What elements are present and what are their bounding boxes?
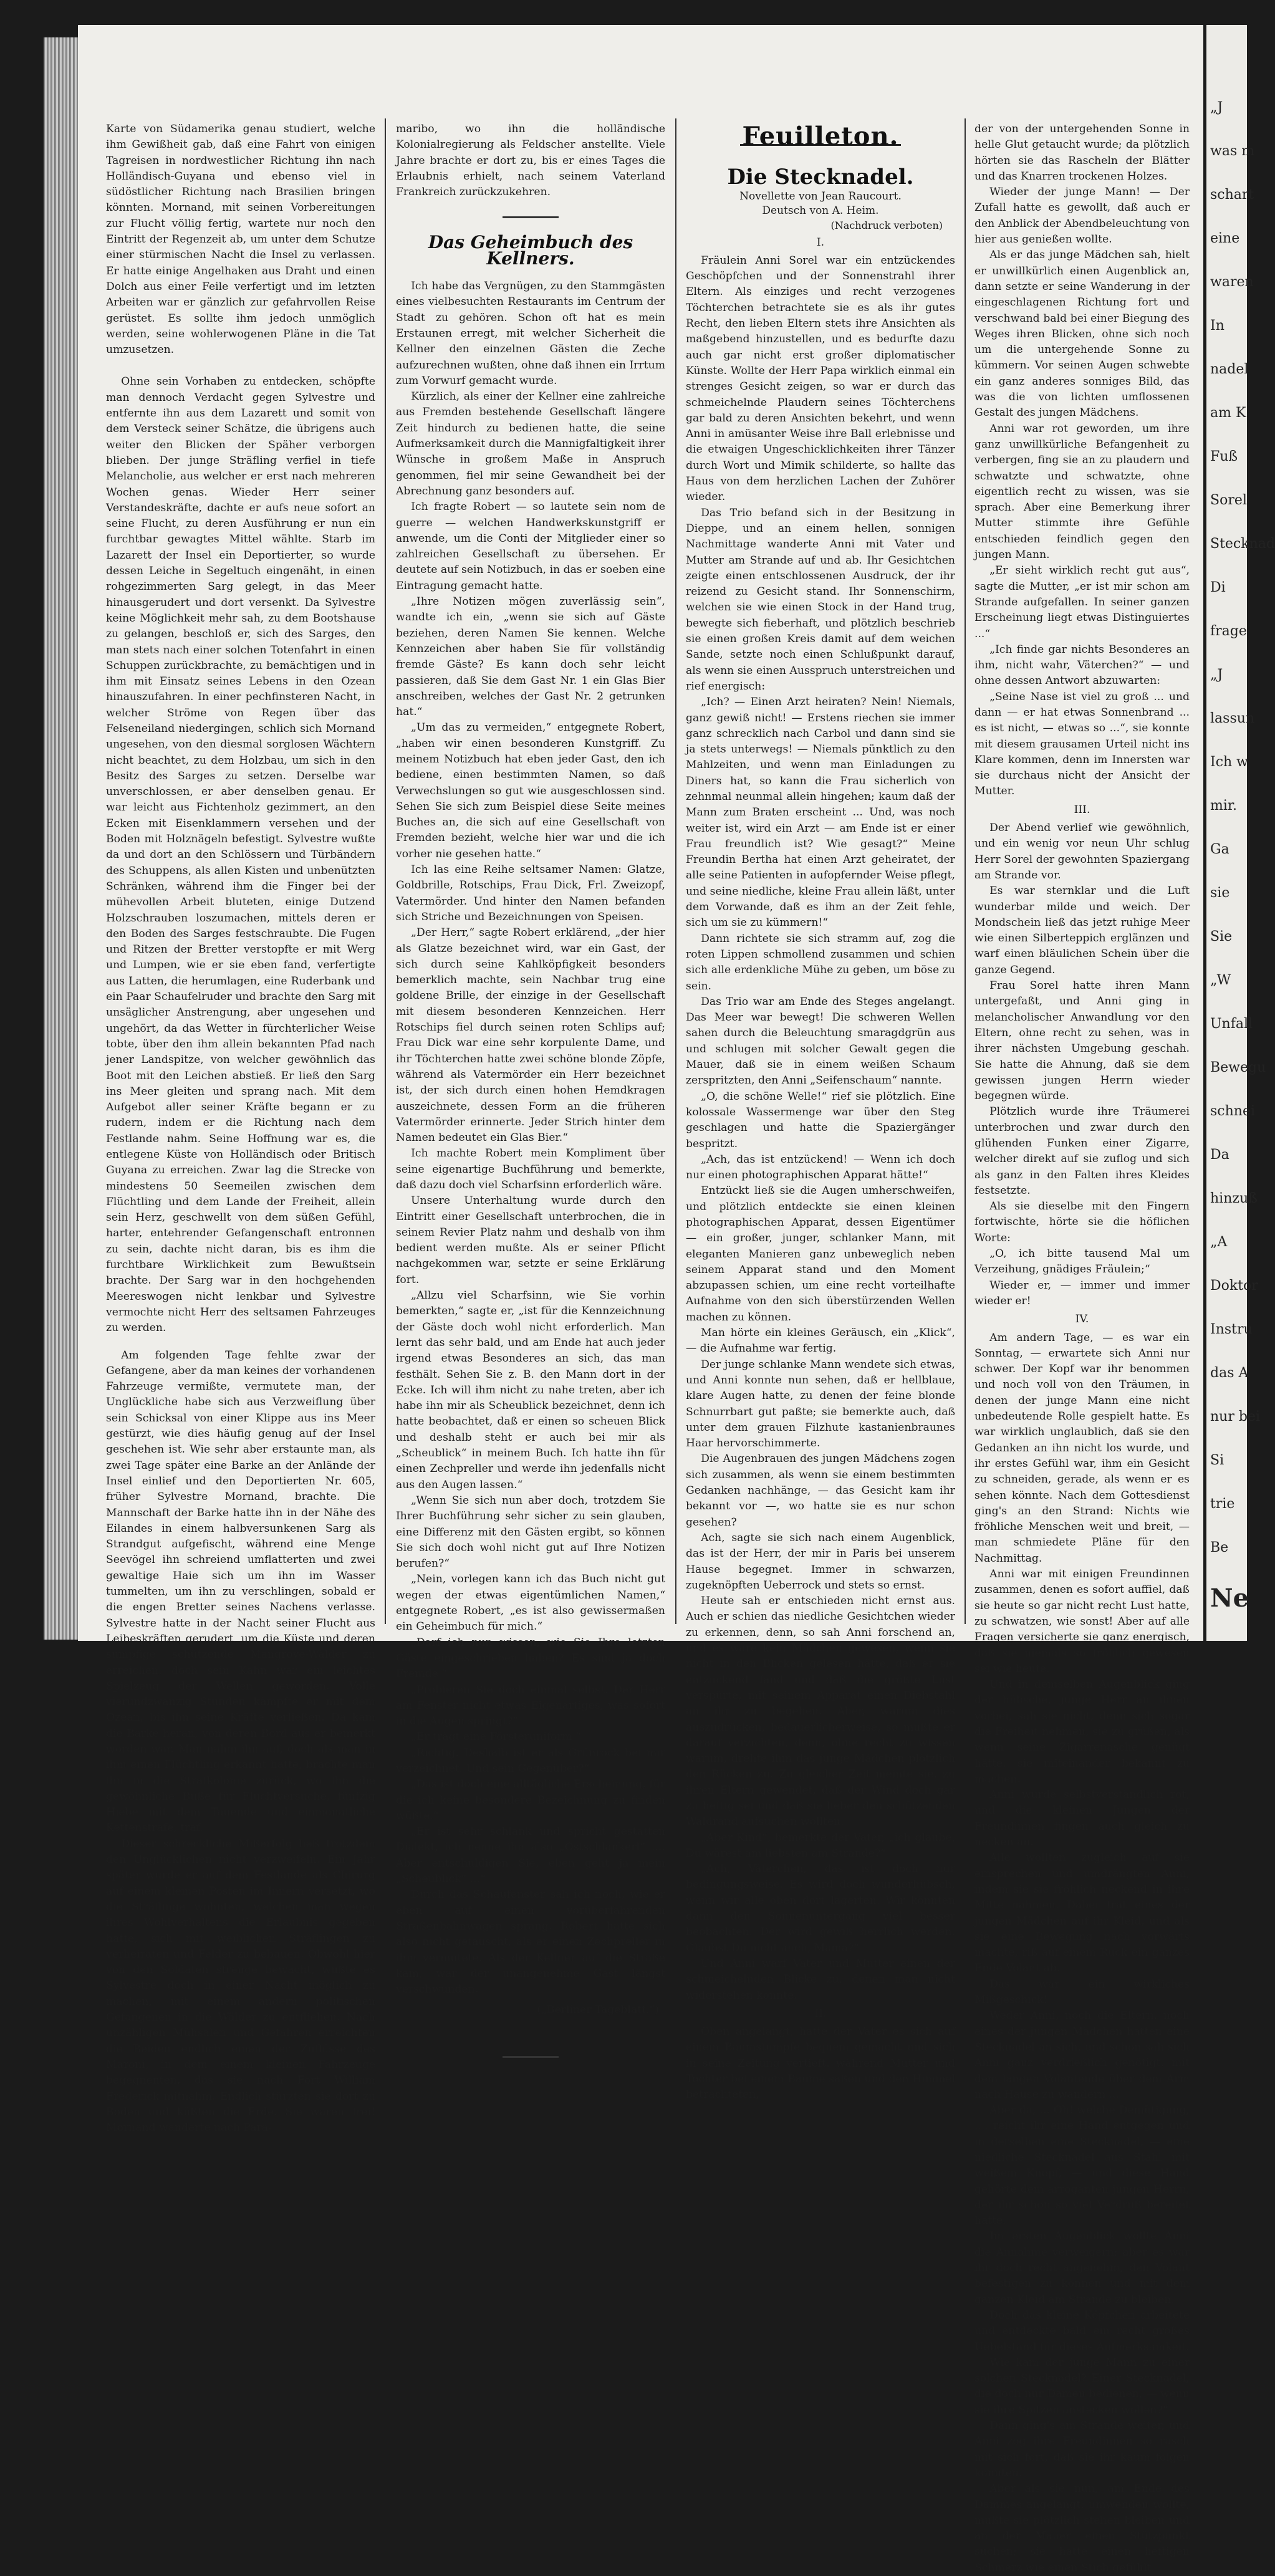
adjacent-page-fragment: hinzuß bbox=[1210, 1191, 1258, 1206]
chapter-number: III. bbox=[1074, 803, 1090, 816]
adjacent-page-fragment: am K bbox=[1210, 405, 1246, 421]
adjacent-page-fragment: „J bbox=[1210, 100, 1223, 115]
col4-paragraph: Und in demselben Augenblick ging der hübsche, junge Herr an ihnen vorbei, sah sie nicht, denn sich sogar die Freiheit nehmen, sie zu grüßen, als wenn seine Zigarrenasche genügt hätte, sie miteinander bekannt zu machen. bbox=[974, 1678, 1190, 1785]
column-rule bbox=[675, 118, 676, 1624]
adjacent-page-fragment: Stecknad bbox=[1210, 536, 1275, 552]
adjacent-page-fragment: Di bbox=[1210, 580, 1226, 595]
adjacent-page-fragment: „J bbox=[1210, 667, 1223, 683]
col1-paragraph: Am folgenden Tage fehlte zwar der Gefangene, aber da man keines der vorhandenen Fahrzeuge vermißte, vermutete man, der Unglückliche habe sich aus Verzweiflung über sein Schicksal von einer Klippe aus ins Meer gestürzt, wie dies häufig genug auf der Insel geschehen ist. Wie sehr aber erstaunte man, als zwei Tage später eine Barke an der Anlände der Insel einlief und den Deportierten Nr. 605, früher Sylvestre Mornand, brachte. Die Mannschaft der Barke hatte ihn in der Nähe des Eilandes in einem halbversunkenen Sarg als Strandgut aufgefischt, während eine Menge Seevögel ihn schreiend umflatterten und zwei gewaltige Haie sich um ihn im Wasser tummelten, um ihn zu verschlingen, sobald er die engen Bretter seines Nachens verlasse. Sylvestre hatte in der Nacht seiner Flucht aus Leibeskräften gerudert, um die Küste und deren sumpfige schützende Mangrove-Wälder zu erreichen, doch sein Kahn war ein leichtes Spielzeug der Wellen geworden. Volle vierundzwanzig Stunden kämpfte er mit dem Ozean, bis ihn seine Kräfte verließen. Da kam die Barke heran, von deren Bord aus er bemerkt worden war. Man nahm ihn auf, doch als man in ihm einen Flüchtling erkannt hatte, brachte man ihn in die Strafkolonie zurück, wo ihn die gewöhnliche Buße für Fluchtversuche, fünfzig Hiebe mit dem Tauende und einmonatliche Kettenstrafe, traf. bbox=[106, 1348, 375, 1835]
col4-paragraph: Der Abend verlief wie gewöhnlich, und ein wenig vor neun Uhr schlug Herr Sorel der gewohnten Spaziergang am Strande vor. bbox=[974, 822, 1190, 882]
col4-paragraph: Weder Anni, noch die Eltern, noch eines der jungen Mädchen hatten eine Stecknadel an sich, und schon sah sich Anni ganz verdrießlich genötigt, mit dem langen Volantende über dem Arm nach Hause zu wandern ... bbox=[974, 2009, 1190, 2101]
chapter-number: II. bbox=[814, 2007, 827, 2020]
col4-paragraph: Plötzlich wurde ihre Träumerei unterbrochen und zwar durch den glühenden Funken einer Zigarre, welcher direkt auf sie zuflog und sich als ganz in den Falten ihres Kleides festsetzte. bbox=[974, 1105, 1190, 1197]
adjacent-page-fragment: Unfall bbox=[1210, 1016, 1253, 1032]
adjacent-page-fragment: das A bbox=[1210, 1365, 1249, 1381]
column-3 bbox=[686, 117, 955, 2102]
col3-paragraph: „Aber Kind“, bemerkte der Vater, „ich glaube, Du wärest am liebsten am Strande?“ bbox=[686, 1831, 955, 1860]
story-title: Die Stecknadel. bbox=[727, 165, 914, 190]
adjacent-page-fragment: „W bbox=[1210, 973, 1231, 988]
adjacent-page-fragment: lassun bbox=[1210, 711, 1255, 726]
adjacent-page-fragment: Ne bbox=[1210, 1584, 1249, 1613]
separator-line bbox=[503, 216, 559, 218]
adjacent-page-fragment: eine bbox=[1210, 231, 1240, 246]
adjacent-page-fragment: nur bei bbox=[1210, 1409, 1260, 1425]
col3-paragraph: Das Trio befand sich in der Besitzung in Dieppe, und an einem hellen, sonnigen Nachmittage wanderte Anni mit Vater und Mutter am Strande auf und ab. Ihr Gesichtchen zeigte einen entschlossenen Ausdruck, der ihr reizend zu Gesicht stand. Ihr Sonnenschirm, welchen sie wie einen Stock in der Hand trug, bewegte sich fieberhaft, und plötzlich beschrieb sie einen großen Kreis damit auf dem weichen Sande, setzte noch einen Schlußpunkt darauf, als wenn sie einen Ausspruch unterstreichen und rief energisch: bbox=[686, 506, 955, 693]
col2-paragraph: Ich habe das Vergnügen, zu den Stammgästen eines vielbesuchten Restaurants im Centrum der Stadt zu gehören. Schon oft hat es mein Erstaunen erregt, mit welcher Sicherheit die Kellner den einzelnen Gästen die Zeche aufzurechnen wußten, ohne daß ihnen ein Irrtum zum Vorwurf gemacht wurde. bbox=[396, 280, 665, 387]
col4-paragraph: „Seine Nase ist viel zu groß ... und dann — er hat etwas Sonnenbrand ... es ist nicht, — etwas so ...“, sie konnte mit diesem grausamen Urteil nicht ins Klare kommen, denn im Innersten war sie durchaus nicht der Ansicht der Mutter. bbox=[974, 690, 1190, 798]
col2-paragraph: „Er trägt eine Försteruniform.“ bbox=[411, 1731, 582, 1744]
adjacent-page-fragment: Ga bbox=[1210, 842, 1229, 857]
col3-paragraph: Man hörte ein kleines Geräusch, ein „Klick“, — die Aufnahme war fertig. bbox=[686, 1327, 955, 1355]
adjacent-page-fragment: In bbox=[1210, 318, 1224, 334]
col2-intro: maribo, wo ihn die holländische Kolonialregierung als Feldscher anstellte. Viele Jahre brachte er dort zu, bis er eines Tages die Erlaubnis erhielt, nach seinem Vaterland Frankreich zurückzukehren. bbox=[396, 123, 665, 199]
col3-paragraph: Die Augenbrauen des jungen Mädchens zogen sich zusammen, als wenn sie einem bestimmten Gedanken nachhänge, — das Gesicht kam ihr bekannt vor —, wo hatte sie es nur schon gesehen? bbox=[686, 1453, 955, 1529]
col2-paragraph: „Der Herr,“ sagte Robert erklärend, „der hier als Glatze bezeichnet wird, war ein Gast, der sich durch seine Kahlköpfigkeit besonders bemerklich machte, sein Nachbar trug eine goldene Brille, der einzige in der Gesellschaft mit diesem besonderen Kennzeichen. Herr Rotschips fiel durch seinen roten Schlips auf; Frau Dick war eine sehr korpulente Dame, und ihr Töchterchen hatte zwei schöne blonde Zöpfe, während als Vatermörder ein Herr bezeichnet ist, der sich durch einen hohen Hemdkragen auszeichnete, dessen Form an die früheren Vatermörder erinnerte. Jeder Strich hinter dem Namen bedeutet ein Glas Bier.“ bbox=[396, 926, 665, 1145]
col2-paragraph: „Richtig. Deshalb ist er als Grünrock bei mir verzeichnet. Und sein Gegenüber?“ bbox=[396, 1746, 665, 1775]
adjacent-page-fragment: schart bbox=[1210, 187, 1254, 203]
col2-paragraph: Ich fragte Robert — so lautete sein nom de guerre — welchen Handwerkskunstgriff er anwende, um die Conti der Mitglieder einer so zahlreichen Gesellschaft zu übersehen. Er deutete auf sein Notizbuch, in das er soeben eine Eintragung gemacht hatte. bbox=[396, 501, 665, 592]
col3-paragraph: Ach, sagte sie sich nach einem Augenblick, das ist der Herr, der mir in Paris bei unserem Hause begegnet. Immer in schwarzen, zugeknöpften Ueberrock und stets so ernst. bbox=[686, 1531, 955, 1592]
column-rule bbox=[385, 118, 386, 1624]
col1-paragraph: Karte von Südamerika genau studiert, welche ihm Gewißheit gab, daß eine Fahrt von einigen Tagreisen in nordwestlicher Richtung ihn nach Holländisch-Guyana und ebenso viel in südöstlicher Richtung nach Brasilien bringen könnten. Mornand, mit seinen Vorbereitungen zur Flucht völlig fertig, wartete nur noch den Eintritt der Regenzeit ab, um unter dem Schutze einer stürmischen Nacht die Insel zu verlassen. Er hatte einige Angelhaken aus Draht und einen Dolch aus einer Feile verfertigt und im letzten Arbeiten war er gänzlich zur gefahrvollen Reise gerüstet. Es sollte ihm jedoch unmöglich werden, seine wohlerwogenen Pläne in die Tat umzusetzen. bbox=[106, 123, 375, 357]
col4-paragraph: Alle wollten zugleich auf sie einsprechen und umdrängten Anni, indem sie sie fröhlich neckend in ihre Mitte nahmen. Dabei trat eines der jungen Mädchen auf ihr Kleid, und als sie eine Bewegung nach vorwärts machte, riß auf einem Ruck ein ganzes Ende Volant ab. bbox=[974, 1852, 1190, 1975]
source-note: („Berliner Tageblatt.“) bbox=[537, 2004, 659, 2017]
adjacent-page-fragment: Fuß bbox=[1210, 449, 1238, 464]
adjacent-page-fragment: „A bbox=[1210, 1234, 1228, 1250]
adjacent-page-fragment: Sorel bbox=[1210, 493, 1247, 508]
col4-paragraph: der von der untergehenden Sonne in helle Glut getaucht wurde; da plötzlich hörten sie das Rascheln der Blätter und das Knarren trockenen Holzes. bbox=[974, 123, 1190, 183]
col3-paragraph: Heute sah er entschieden nicht ernst aus. Auch er schien das niedliche Gesichtchen wieder zu erkennen, denn, so sah Anni forschend an, und es wäre kein Mädchen gewesen, wenn sie nicht in den Blicken gelesen hätte, daß er sie entzückend fand und daß die größte Lust verspürte, mit seinem Apparat einen Diebstahl an ihr zu begehen. Aber, warum dies auszudrücken, bedauerlicherweise, so mußte er darauf verzichten, denn, ohne recht zu wissen warum, drehte ihm das junge Mädchen plötzlich den Rücken zu. Zu gleicher Zeit meinte sie, zu ihren Eltern gewendet, daß der Wind doch gar zu heftig sei und daß sie lieber den schützenden Waldrand aufsuchen wollten. bbox=[686, 1595, 955, 1829]
col4-paragraph: Anni wurde selbstverständlich rot, und die kleinen Jungen der Freundinnen fingen auch gleich zu necken an. bbox=[974, 1789, 1190, 1849]
col4-paragraph: Das war ein wirkliches Mißgeschick! bbox=[974, 1978, 1190, 2007]
col2-paragraph: „Wenn Sie sich nun aber doch, trotzdem Sie Ihrer Buchführung sehr sicher zu sein glauben, eine Differenz mit den Gästen ergibt, so können Sie sich doch wohl nicht gut auf Ihre Notizen berufen?“ bbox=[396, 1494, 665, 1570]
page-stack-edge bbox=[44, 37, 81, 1640]
col4-paragraph: Wie kam der junge Mann zu einer solchen Stecknadel? Einer Stecknadel, die doch nur Damen bedienen, — wenn sie ihre Spitzen anstecken wollen?“ bbox=[974, 2356, 1190, 2416]
col1-paragraph: Ohne sein Vorhaben zu entdecken, schöpfte man dennoch Verdacht gegen Sylvestre und entfernte ihn aus dem Lazarett und somit von dem Versteck seiner Schätze, die übrigens auch weiter den Blicken der Späher verborgen blieben. Der junge Sträfling verfiel in tiefe Melancholie, aus welcher er erst nach mehreren Wochen genas. Wieder Herr seiner Verstandeskräfte, dachte er aufs neue sofort an seine Flucht, zu deren Ausführung er nun ein furchtbar gewagtes Mittel wählte. Starb im Lazarett der Insel ein Deportierter, so wurde dessen Leiche in Segeltuch eingenäht, in einen rohgezimmerten Sarg gelegt, in das Meer hinausgerudert und dort versenkt. Da Sylvestre keine Möglichkeit mehr sah, zu dem Bootshause zu gelangen, beschloß er, sich des Sarges, den man stets nach einer solchen Totenfahrt in einen Schuppen zurückbrachte, zu bemächtigen und in ihm mit Einsatz seines Lebens in den Ozean hinauszufahren. In einer pechfinsteren Nacht, in welcher Ströme von Regen über das Felseneiland niedergingen, schlich sich Mornand ungesehen, von den diesmal sorglosen Wächtern nicht beachtet, zu dem Holzbau, um sich in den Besitz des Sarges zu setzen. Derselbe war unverschlossen, er aber denselben genau. Er war leicht aus Fichtenholz gezimmert, an den Ecken mit Eisenklammern versehen und der Boden mit Holznägeln befestigt. Sylvestre wußte da und dort an den Schlössern und Türbändern des Schuppens, als allen Kisten und unbenützten Schränken, während ihm die Finger bei der mühevollen Arbeit bluteten, einige Dutzend Holzschrauben loszumachen, mittels deren er den Boden des Sarges festschraubte. Die Fugen und Ritzen der Bretter verstopfte er mit Werg und Lumpen, wie er sie eben fand, verfertigte aus Latten, die herumlagen, eine Ruderbank und ein Paar Schaufelruder und brachte den Sarg mit unsäglicher Anstrengung, aber ungesehen und ungehört, da das Wetter in fürchterlicher Weise tobte, über den ihm allein bekannten Pfad nach jener Landspitze, von welcher gewöhnlich das Boot mit den Leichen abstieß. Er ließ den Sarg ins Meer gleiten und sprang nach. Mit dem Aufgebot aller seiner Kräfte begann er zu rudern, indem er die Richtung nach dem Festlande nahm. Seine Hoffnung war es, die entlegene Küste von Holländisch oder Britisch Guyana zu erreichen. Zwar lag die Strecke von mindestens 50 Seemeilen zwischen dem Flüchtling und dem Lande der Freiheit, allein sein Herz, geschwellt von dem süßen Gefühl, harter, entehrender Gefangenschaft entronnen zu sein, dachte nicht daran, bis es ihm die furchtbare Wirklichkeit zum Bewußtsein brachte. Der Sarg war in den hochgehenden Meereswogen nicht lenkbar und Sylvestre vermochte nicht Herr des seltsamen Fahrzeuges zu werden. bbox=[106, 375, 375, 1335]
col2-paragraph: Unsere Unterhaltung wurde durch den Eintritt einer Gesellschaft unterbrochen, die in seinem Revier Platz nahm und deshalb von ihm bedient werden mußte. Als er seiner Pflicht nachgekommen war, setzte er seine Erklärung fort. bbox=[396, 1194, 665, 1286]
article-title: Das Geheimbuch des Kellners. bbox=[428, 232, 633, 269]
adjacent-page-fragment: mir. bbox=[1210, 798, 1237, 814]
col2-paragraph: „Das ist doch eine alltägliche Erscheinung, für die ich keine besondere Bezeichnung zu finden wüßte.“ bbox=[396, 1778, 665, 1822]
col3-paragraph: „Ach, das ist entzückend! — Wenn ich doch nur einen photographischen Apparat hätte!“ bbox=[686, 1153, 955, 1182]
adjacent-page-fragment: waren bbox=[1210, 274, 1254, 290]
adjacent-page-fragment: Instru bbox=[1210, 1322, 1253, 1337]
col2-paragraph: Ich machte Robert mein Kompliment über seine eigenartige Buchführung und bemerkte, daß dazu doch viel Scharfsinn erforderlich wäre. bbox=[396, 1147, 665, 1191]
col3-paragraph: Fräulein Anni Sorel war ein entzückendes Geschöpfchen und der Sonnenstrahl ihrer Eltern. Als einziges und recht verzogenes Töchterchen betrachtete sie es als ihr gutes Recht, den lieben Eltern stets ihre Ansichten als maßgebend hinzustellen, und es bedurfte dazu auch gar nicht erst großer diplomatischer Künste. Wollte der Herr Papa wirklich einmal ein strenges Gesicht zeigen, so war er durch das schmeichelnde Plaudern seines Töchterchens gar bald zu deren Ansichten bekehrt, und wenn Anni in amüsanter Weise ihre Ball erlebnisse und die etwaigen Ungeschicklichkeiten ihrer Tänzer durch Wort und Mimik schilderte, so hallte das Haus von dem herzlichen Lachen der Zuhörer wieder. bbox=[686, 254, 955, 504]
separator-line bbox=[503, 2056, 559, 2058]
column-rule bbox=[965, 118, 966, 1624]
byline: Novellette von Jean Raucourt. bbox=[739, 190, 902, 203]
newspaper-page bbox=[78, 25, 1203, 2574]
col3-paragraph: „Ach, Väterchen, das ist doch nur bedingungsweise. Es wird doch wunderhübsch, wenn wir alle oben dort lagerten. Wir könnten dann den Sonnenuntergang viel besser beobachten. Der wird gewiß herrlich werden. Glaubst Du nicht auch, Mama?“ bbox=[686, 1863, 955, 1954]
adjacent-page-fragment: was m bbox=[1210, 143, 1255, 159]
col2-paragraph: Ich las eine Reihe seltsamer Namen: Glatze, Goldbrille, Rotschips, Frau Dick, Frl. Zweizopf, Vatermörder. Und hinter den Namen befanden sich Striche und Bezeichnungen von Speisen. bbox=[396, 863, 665, 923]
col4-paragraph: Am andern Tage, — es war ein Sonntag, — erwartete sich Anni nur schwer. Der Kopf war ihr benommen und noch voll von den Träumen, in denen der junge Mann eine nicht unbedeutende Rolle gespielt hatte. Es war wirklich unglaublich, daß sie den Gedanken an ihn nicht los wurde, und ihr erstes Gefühl war, ihm ein Gesicht zu schneiden, gerade, als wenn er es sehen könnte. Nach dem Gottesdienst ging's an den Strand: Nichts wie fröhliche Menschen weit und breit, — man schmiedete Pläne für den Nachmittag. bbox=[974, 1331, 1190, 1565]
col2-paragraph: „Nein, vorlegen kann ich das Buch nicht gut wegen der etwas eigentümlichen Namen,“ entgegnete Robert, „es ist also gewissermaßen ein Geheimbuch für mich.“ bbox=[396, 1573, 665, 1633]
section-title: Feuilleton. bbox=[740, 128, 902, 146]
adjacent-page-fragment: Si bbox=[1210, 1453, 1224, 1468]
col3-paragraph: „Ich? — Einen Arzt heiraten? Nein! Niemals, ganz gewiß nicht! — Erstens riechen sie immer ganz schrecklich nach Carbol und dann sind sie ja stets unterwegs! — Niemals pünktlich zu den Mahlzeiten, und wenn man Einladungen zu Diners hat, so kann die Frau sicherlich von zehnmal neunmal allein hingehen; kaum daß der Mann zum Braten erscheint ... Und, was noch weiter ist, wird ein Arzt — am Ende ist er einer Frau freundlich ist? Wie gesagt?“ Meine Freundin Bertha hat einen Arzt geheiratet, der alle seine Patienten in aufopfernder Weise pflegt, und seine niedliche, kleine Frau allein läßt, unter dem Vorwande, daß es ihm an der Zeit fehle, sich um sie zu kümmern!“ bbox=[686, 696, 955, 930]
adjacent-page-fragment: schnei bbox=[1210, 1103, 1256, 1119]
col4-paragraph: Aber da, ... Oh! welche Demütigung, .... reicht ihr eine Hand entgegen und in derselben eine Stecknadel, — eine niedliche Stecknadel aus Stahl mit weißem Knopf, — und diese Hand gehörte dem arroganten jungen Herrn, der ihr schon so viel Verdruß bereitet hatte. bbox=[974, 2104, 1190, 2228]
col4-paragraph: Es war sternklar und die Luft wunderbar milde und weich. Der Mondschein ließ das jetzt ruhige Meer wie einen Silberteppich erglänzen und warf einen bläulichen Schein über die ganze Gegend. bbox=[974, 885, 1190, 976]
col3-paragraph: Dann richtete sie sich stramm auf, zog die roten Lippen schmollend zusammen und schien sich alle erdenkliche Mühe zu geben, um böse zu sein. bbox=[686, 932, 955, 992]
chapter-number: I. bbox=[816, 236, 825, 249]
col4-paragraph: Anni war mit einigen Freundinnen zusammen, denen es sofort auffiel, daß sie heute so gar nicht recht Lust hatte, zu schwatzen, wie sonst! Aber auf alle Fragen versicherte sie ganz energisch, daß sie niemals so fröhlich gewesen sei wie heute. bbox=[974, 1568, 1190, 1675]
col4-paragraph: Anni war rot geworden, um ihre ganz unwillkürliche Befangenheit zu verbergen, fing sie an zu plaudern und schwatzte und schwatzte, ohne eigentlich recht zu wissen, was sie sprach. Aber eine Bemerkung ihrer Mutter stimmte ihre Gefühle entschieden feindlich gegen den jungen Mann. bbox=[974, 422, 1190, 562]
col4-paragraph: „Ich finde gar nichts Besonderes an ihm, nicht wahr, Väterchen?“ — und ohne dessen Antwort abzuwarten: bbox=[974, 643, 1190, 688]
col2-paragraph: „Darf ich nun wissen, wie Sie Ihre letzten Gäste eingeschrieben haben? Es sind ja doch Fremde.“ bbox=[396, 1636, 665, 1681]
adjacent-page-fragment: trie bbox=[1210, 1496, 1235, 1512]
col3-paragraph: Entzückt ließ sie die Augen umherschweifen, und plötzlich entdeckte sie einen kleinen photographischen Apparat, dessen Eigentümer — ein großer, junger, schlanker Mann, mit eleganten Manieren ganz unbeweglich neben seinem Apparat stand und den Moment abzupassen schien, um eine recht vorteilhafte Aufnahme von den sich überstürzenden Wellen machen zu können. bbox=[686, 1185, 955, 1324]
reprint-note: (Nachdruck verboten) bbox=[830, 219, 943, 231]
col4-paragraph: Aber als sie nun, am Ende des Dammes angelangt, umwenden wollte, mußte sie plötzlich stehen bleiben und an der Mauer einen Stützpunkt suchen; sie hatte einen heftigen Schmerz wie einen Stich gefühlt. bbox=[974, 2482, 1190, 2574]
adjacent-page-fragment: Be bbox=[1210, 1540, 1229, 1555]
col2-paragraph: „Er ist sehr schlank und spricht gestatten Dialekt, ich nenne ihn also „Ostschlankerl“ .... Aber entschuldigen Sie, eben geht ja mein „Scheublick“ ...“ bbox=[396, 1825, 665, 1886]
adjacent-page-fragment: nadel bbox=[1210, 362, 1249, 377]
col2-paragraph: Kürzlich, als einer der Kellner eine zahlreiche aus Fremden bestehende Gesellschaft längere Zeit hindurch zu bedienen hatte, die seine Aufmerksamkeit durch die Mannigfaltigkeit ihrer Wünsche in großem Maße in Anspruch genommen, fiel mir seine Gewandheit bei der Abrechnung ganz besonders auf. bbox=[396, 390, 665, 497]
col4-paragraph: Dann ging's am Strande weiter, und Anni zog ihre Freundinnen so rasch mit sich fort, daß sie ihr kaum folgen konnten. bbox=[974, 2420, 1190, 2479]
col2-paragraph: „Ihre Notizen mögen zuverlässig sein“, wandte ich ein, „wenn sie sich auf Gäste beziehen, deren Namen Sie kennen. Welche Kennzeichen aber haben Sie für vollständig fremde Gäste? Es kann doch sehr leicht passieren, daß Sie dem Gast Nr. 1 ein Glas Bier anschreiben, welches der Gast Nr. 2 getrunken hat.“ bbox=[396, 595, 665, 719]
col4-paragraph: Doch das kleine Köpfchen arbeitete und entdeckte bald ein recht großes Uebelstand für dieses Aufmerksamkeit. bbox=[974, 2309, 1190, 2353]
col4-paragraph: „O, ich bitte tausend Mal um Verzeihung, gnädiges Fräulein;“ bbox=[974, 1247, 1190, 1276]
col2-paragraph: „Um das zu vermeiden,“ entgegnete Robert, „haben wir einen besonderen Kunstgriff. Zu meinem Notizbuch hat eben jeder Gast, den ich bediene, einen bestimmten Namen, so daß Verwechslungen so gut wie ausgeschlossen sind. Sehen Sie sich zum Beispiel diese Seite meines Buches an, die sich auf eine Gesellschaft von Fremden bezieht, welche hier war und die ich vorher nie gesehen hatte.“ bbox=[396, 721, 665, 860]
col3-paragraph: Oben angelangt, hatte der Vater es sich auf einem Baumstumpfe bequem gemacht und sich in seine Zeitung vertieft, während Mutter und Tochter bei einem Baume saßen und den Himmel betrachteten, bbox=[686, 2026, 955, 2102]
col4-paragraph: „Er sieht wirklich recht gut aus“, sagte die Mutter, „er ist mir schon am Strande aufgefallen. In seiner ganzen Erscheinung liegt etwas Distinguiertes ...“ bbox=[974, 564, 1190, 640]
chapter-number: IV. bbox=[1075, 1313, 1089, 1326]
adjacent-page-fragment: sie bbox=[1210, 885, 1230, 901]
adjacent-page-edge bbox=[1206, 25, 1275, 1641]
adjacent-page-fragment: frage bbox=[1210, 623, 1247, 639]
col2-paragraph: „Probieren Sie doch einmal selbst. Der Herr am Fenster nicht etwas Eigenartiges, was sofort in die Augen springt?“ bbox=[396, 1683, 665, 1728]
col4-paragraph: Als sie dieselbe mit den Fingern fortwischte, hörte sie die höflichen Worte: bbox=[974, 1200, 1190, 1244]
adjacent-page-fragment: Da bbox=[1210, 1147, 1229, 1163]
adjacent-page-fragment: Ich w bbox=[1210, 754, 1249, 770]
translator-line: Deutsch von A. Heim. bbox=[762, 204, 879, 217]
col3-paragraph: Das Trio war am Ende des Steges angelangt. Das Meer war bewegt! Die schweren Wellen sahen durch die Beleuchtung smaragdgrün aus und schlugen mit solcher Gewalt gegen die Mauer, daß sie in einem weißen Schaum zerspritzten, den Anni „Seifenschaum“ nannte. bbox=[686, 995, 955, 1087]
col2-paragraph: „Allzu viel Scharfsinn, wie Sie vorhin bemerkten,“ sagte er, „ist für die Kennzeichnung der Gäste doch wohl nicht erforderlich. Man lernt das sehr bald, und am Ende hat auch jeder irgend etwas Besonderes an sich, das man festhält. Sehen Sie z. B. den Mann dort in der Ecke. Ich will ihm nicht zu nahe treten, aber ich habe ihn mir als Scheublick bezeichnet, denn ich hatte beobachtet, daß er einen so scheuen Blick und deshalb steht er auch bei mir als „Scheublick“ in meinem Buch. Ich hatte ihn für einen Zechpreller und werde ihn jedenfalls nicht aus den Augen lassen.“ bbox=[396, 1289, 665, 1491]
col1-paragraph: Dieser schreckliche Mißerfolg ließ trotzdem den Unglücklichen nicht verzweifeln. Ein Jahr später wurde er auf dem Festlande als Chirurg auf einem kleinen Posten im Innern versetzt, wo die Sträflinge wohnten, welchen man wegen ihres Wohlverhaltens die Erlaubnis gegeben hatte, sich mit weiblichen Sträflingen zu verheiraten und Felder zu bebauen. Obwohl hier von den Soldaten strenge bewacht, wußte es Sylvestre doch in einer Nacht möglich zu machen, mit einem andern politischen Gefangenen in die Wälder zu entfliehen. Nach unzähligen Mühsalen und Gefahren erreichten die Beiden endlich einen der Zuflüsse des Maroni, in dem einem kleinen Fahrzeuge begegnenten, das sie nach Fort William Frederick mitnahm. Endlich stürzten sie dort zu Boden und küßten die Erde. Sie waren frei! Mornand wanderte nach Para- bbox=[106, 1837, 375, 2135]
col3-paragraph: „O, die schöne Welle!“ rief sie plötzlich. Eine kolossale Wassermenge war über den Steg geschlagen und hatte die Spaziergänger bespritzt. bbox=[686, 1090, 955, 1150]
col4-paragraph: Frau Sorel hatte ihren Mann untergefaßt, und Anni ging in melancholischer Anwandlung vor den Eltern, ohne recht zu sehen, was in ihrer nächsten Umgebung geschah. Sie hatte die Ahnung, daß sie dem gewissen jungen Herrn wieder begegnen würde. bbox=[974, 979, 1190, 1103]
col4-paragraph: Im ersten Augenblick wollte Anni die Annahme verweigern; aber es war ihr doch recht angenehm, den Volant befestigen zu können und mit dem ganzen Kleid am Strande zu bleiben. bbox=[974, 2230, 1190, 2306]
col2-paragraph: Durch das Schaufenster sah ich noch, wie er eben auf einen vorüberfahrenden Straßenbahnwagen sprang. Robert hatte sich also nicht getäuscht, als er einen Zechpreller in ihm vermutete. Als der Kellner auf die Straße kam, war der unangenehme Gast längst verschwunden. bbox=[396, 1888, 665, 1996]
column-2 bbox=[396, 122, 665, 2017]
col4-paragraph: Als er das junge Mädchen sah, hielt er unwillkürlich einen Augenblick an, dann setzte er seine Wanderung in der eingeschlagenen Richtung fort und verschwand bald bei einer Biegung des Weges ihren Blicken, ohne sich noch um die untergehende Sonne zu kümmern. Vor seinen Augen schwebte ein ganz anderes sonniges Bild, das was die von lichten umflossenen Gestalt des jungen Mädchens. bbox=[974, 249, 1190, 420]
adjacent-page-fragment: Doktor bbox=[1210, 1278, 1258, 1294]
adjacent-page-fragment: Sie bbox=[1210, 929, 1233, 944]
col4-paragraph: Wieder der junge Mann! — Der Zufall hatte es gewollt, daß auch er den Anblick der Abendbeleuchtung von hier aus genießen wollte. bbox=[974, 186, 1190, 246]
col3-paragraph: Der junge schlanke Mann wendete sich etwas, und Anni konnte nun sehen, daß er hellblaue, klare Augen hatte, zu denen der feine blonde Schnurrbart gut paßte; sie bemerkte auch, daß unter dem grauen Filzhute kastanienbraunes Haar hervorschimmerte. bbox=[686, 1358, 955, 1450]
adjacent-page-fragment: Bewegu bbox=[1210, 1060, 1266, 1075]
col4-paragraph: Wieder er, — immer und immer wieder er! bbox=[974, 1279, 1190, 1307]
column-4 bbox=[974, 122, 1190, 2574]
col3-paragraph: Und Anni warf Vater und Mutter einen der schmeichelnden Blicke zu, denen man nicht widerstehen konnte. bbox=[686, 1957, 955, 2002]
column-1 bbox=[106, 122, 375, 2135]
